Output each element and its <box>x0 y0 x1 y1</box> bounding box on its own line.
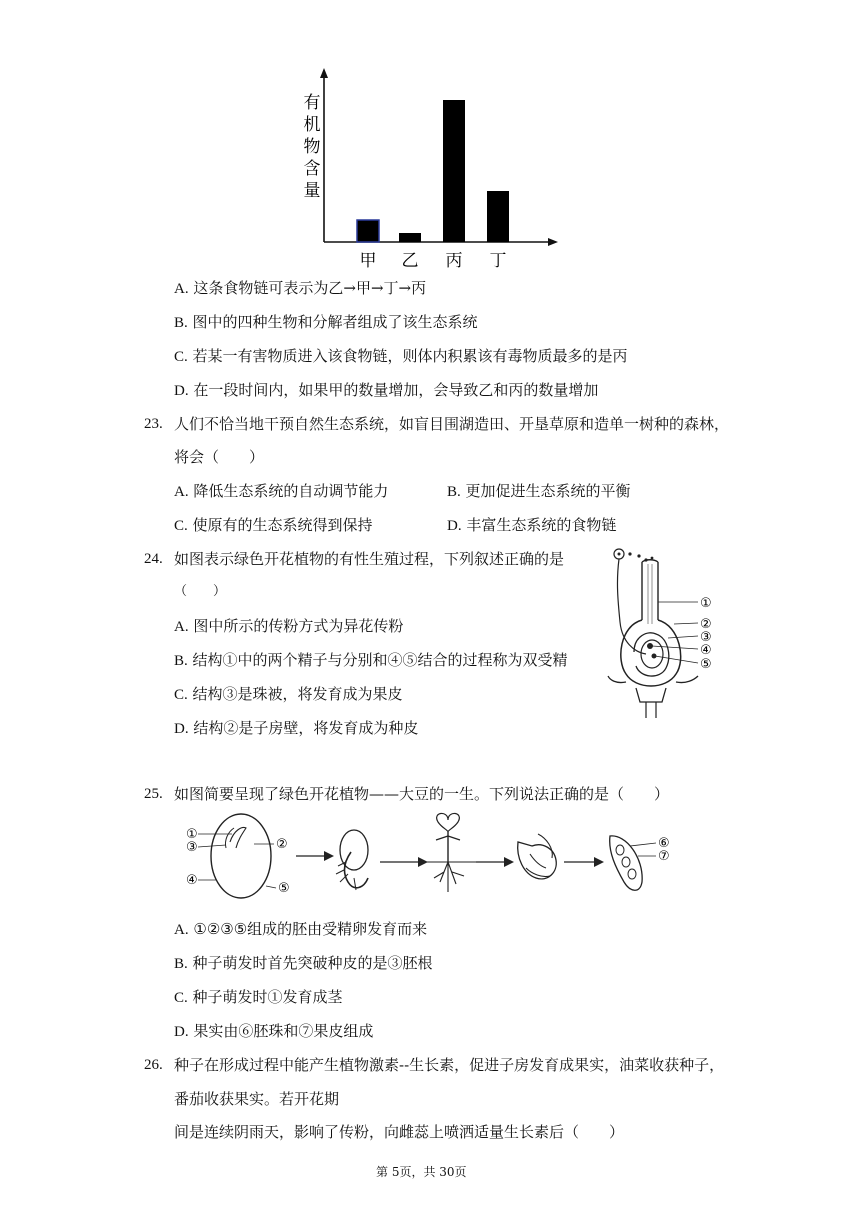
q23-option-c: C. 使原有的生态系统得到保持 <box>174 516 373 534</box>
germinating-seed <box>340 830 368 870</box>
page-footer: 第 5页，共 30页 <box>376 1165 467 1179</box>
q26-line3: 间是连续阴雨天，影响了传粉，向雌蕊上喷洒适量生长素后（ ） <box>174 1123 625 1141</box>
seed-label-1: ① <box>186 827 198 842</box>
chart-bars <box>357 100 509 242</box>
y-axis-arrow <box>320 68 328 78</box>
q23-stem-line1: 人们不恰当地干预自然生态系统，如盲目围湖造田、开垦草原和造单一树种的森林， <box>174 415 730 433</box>
y-label-char: 含 <box>303 159 321 179</box>
q22-option-b: B. 图中的四种生物和分解者组成了该生态系统 <box>174 313 478 331</box>
style <box>642 560 658 620</box>
label-4: ④ <box>700 643 712 658</box>
q22-option-a: A. 这条食物链可表示为乙→甲→丁→丙 <box>174 279 427 297</box>
x-axis-arrow <box>548 238 558 246</box>
q25-stem: 如图简要呈现了绿色开花植物——大豆的一生。下列说法正确的是（ ） <box>174 785 670 803</box>
q23-option-d: D. 丰富生态系统的食物链 <box>447 516 617 534</box>
chart-ylabel <box>304 93 321 201</box>
q25-number: 25. <box>144 786 163 802</box>
q24-option-a: A. 图中所示的传粉方式为异花传粉 <box>174 617 404 635</box>
seed-label-3: ③ <box>186 840 198 855</box>
q25-option-d: D. 果实由⑥胚珠和⑦果皮组成 <box>174 1022 374 1040</box>
bar-丁 <box>487 191 509 242</box>
q23-stem-line2: 将会（ ） <box>174 448 265 466</box>
plumule <box>230 828 246 848</box>
pod-label-7: ⑦ <box>658 849 670 864</box>
q25-option-c: C. 种子萌发时①发育成茎 <box>174 988 343 1006</box>
pollen-dot <box>651 557 654 560</box>
bar-甲 <box>357 220 379 242</box>
q24-option-b: B. 结构①中的两个精子与分别和④⑤结合的过程称为双受精 <box>174 651 568 669</box>
chart-axes <box>320 68 558 246</box>
tick-label-丙: 丙 <box>445 251 463 271</box>
q23-option-a: A. 降低生态系统的自动调节能力 <box>174 482 389 500</box>
bar-chart <box>290 60 570 275</box>
label-1: ① <box>700 596 712 611</box>
q24-number: 24. <box>144 551 163 567</box>
chart-labels <box>360 251 507 271</box>
pistil-diagram <box>606 542 721 720</box>
q26-line2: 番茄收获果实。若开花期 <box>174 1090 340 1108</box>
q23-option-b: B. 更加促进生态系统的平衡 <box>447 482 631 500</box>
y-label-char: 物 <box>303 137 321 157</box>
q24-stem-line1: 如图表示绿色开花植物的有性生殖过程，下列叙述正确的是 <box>174 550 565 568</box>
q22-option-d: D. 在一段时间内，如果甲的数量增加，会导致乙和丙的数量增加 <box>174 381 599 399</box>
q23-number: 23. <box>144 416 163 432</box>
seedling <box>437 813 460 832</box>
label-3: ③ <box>700 630 712 645</box>
pod <box>610 836 642 890</box>
tick-label-乙: 乙 <box>401 251 419 271</box>
pollen-dot <box>628 552 631 555</box>
seed-label-4: ④ <box>186 873 198 888</box>
y-label-char: 机 <box>303 115 321 135</box>
y-label-char: 有 <box>303 93 321 113</box>
pod-label-6: ⑥ <box>658 836 670 851</box>
bar-丙 <box>443 100 465 242</box>
q26-line1: 种子在形成过程中能产生植物激素--生长素，促进子房发育成果实，油菜收获种子， <box>174 1056 725 1074</box>
label-2: ② <box>700 617 712 632</box>
receptacle <box>608 676 698 702</box>
q26-number: 26. <box>144 1057 163 1073</box>
tick-label-丁: 丁 <box>489 251 507 271</box>
seed <box>211 814 271 898</box>
q24-option-c: C. 结构③是珠被，将发育成为果皮 <box>174 685 403 703</box>
tick-label-甲: 甲 <box>359 251 377 271</box>
label-5: ⑤ <box>700 657 712 672</box>
seed-label-5: ⑤ <box>278 881 290 896</box>
q24-stem-line2: （ ） <box>174 584 227 599</box>
bar-乙 <box>399 233 421 242</box>
q24-option-d: D. 结构②是子房壁，将发育成为种皮 <box>174 719 419 737</box>
q22-option-c: C. 若某一有害物质进入该食物链，则体内积累该有毒物质最多的是丙 <box>174 347 628 365</box>
pollen-dot <box>637 554 640 557</box>
soybean-lifecycle-diagram <box>186 812 676 902</box>
q25-option-b: B. 种子萌发时首先突破种皮的是③胚根 <box>174 954 433 972</box>
y-label-char: 量 <box>303 181 321 201</box>
seed-label-2: ② <box>276 837 288 852</box>
q25-option-a: A. ①②③⑤组成的胚由受精卵发育而来 <box>174 920 428 938</box>
